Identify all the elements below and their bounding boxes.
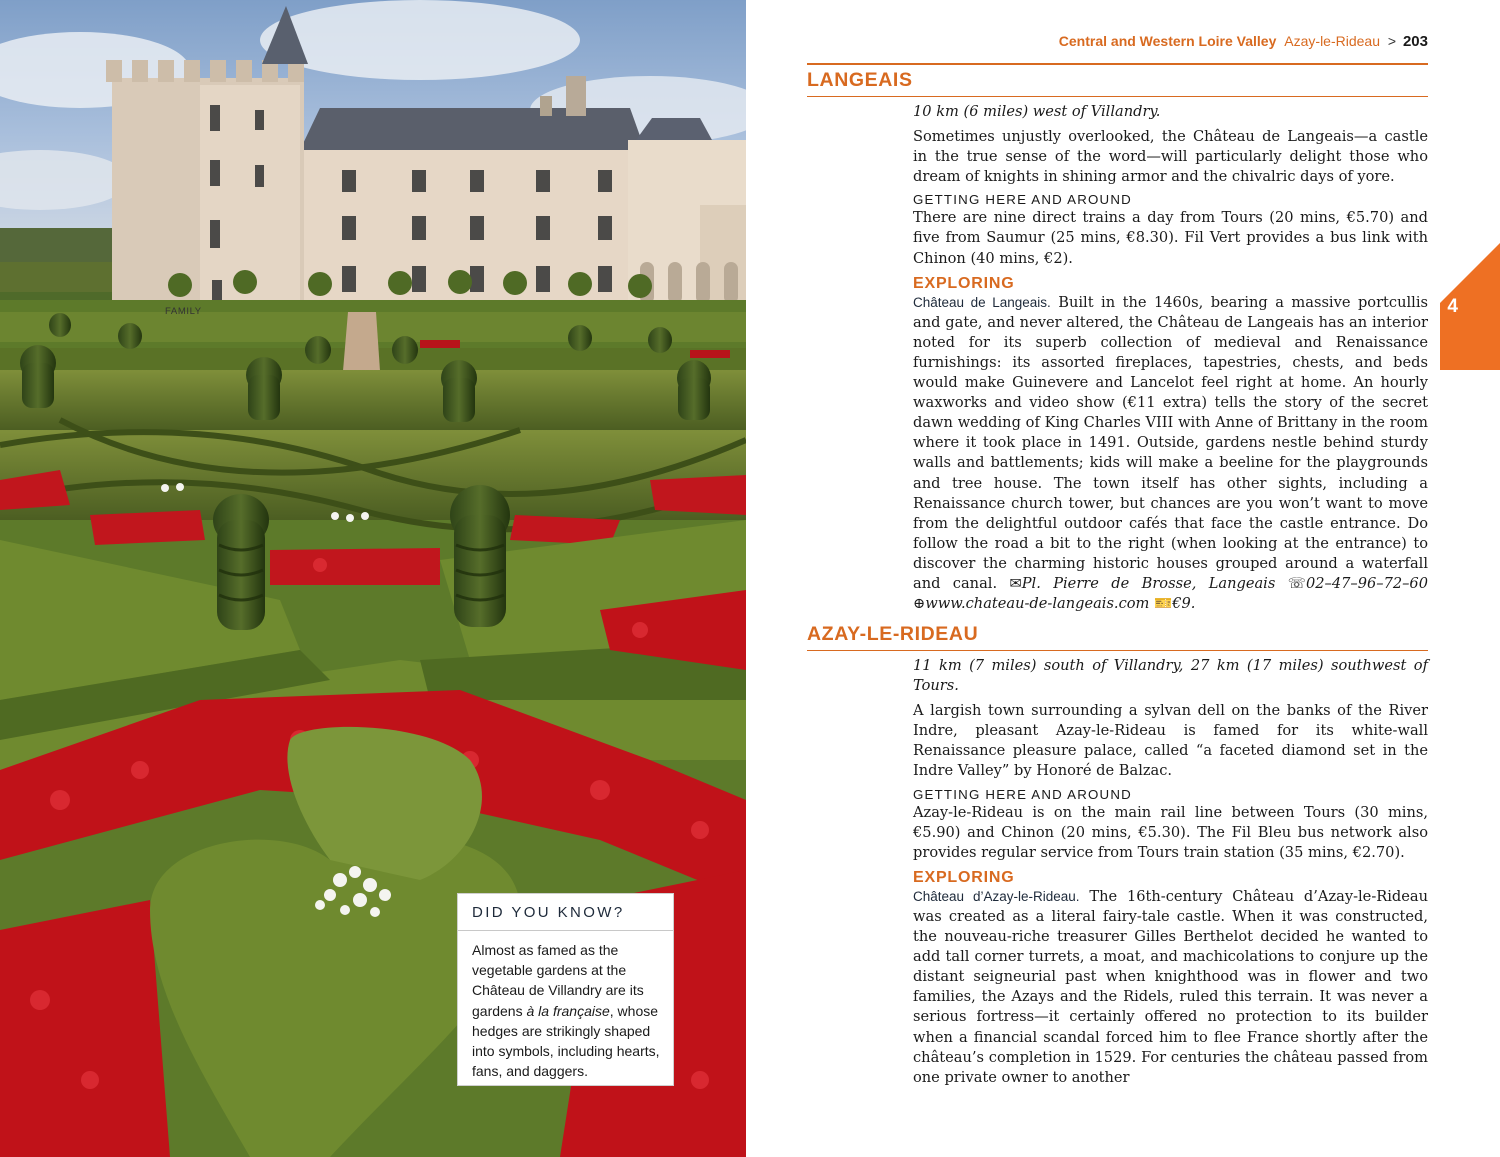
langeais-exploring-heading: EXPLORING <box>913 274 1015 292</box>
langeais-venue-text: Built in the 1460s, bearing a massive portcullis and gate, and never altered, the Château de Langeais has an interior noted for its superb collection of medieval and Renaissance furnishings: its assorted fireplaces, tapestries, chests, and beds would make Guinevere and Lancelot feel right at home. An hourly waxworks and video show (€11 extra) tells the story of the secret dawn wedding of King Charles VIII with Anne of Brittany in the room where it took place in 1491. Outside, gardens nestle behind sturdy walls and battlements; kids will make a beeline for the playgrounds and tree house. The town itself has other sights, including a Renaissance church tower, but chances are you won’t want to move from the delightful outdoor cafés that face the castle entrance. Do follow the road a bit to the right (when looking at the entrance) to discover the charming historic houses grouped around a waterfall and canal. <box>913 293 1428 592</box>
web-icon: ⊕ <box>913 595 926 613</box>
azay-getting-here-heading: GETTING HERE AND AROUND <box>913 786 1132 802</box>
langeais-body <box>913 102 1428 614</box>
garden-photograph <box>0 0 746 1157</box>
dyk-text-after: , whose hedges are strikingly shaped into symbols, including hearts, fans, and daggers. <box>472 1002 660 1080</box>
langeais-address: Pl. Pierre de Brosse, Langeais <box>1021 574 1276 592</box>
ticket-icon: 🎫 <box>1154 595 1173 613</box>
section-title-azay: AZAY-LE-RIDEAU <box>807 623 979 645</box>
azay-body <box>913 656 1428 1088</box>
azay-venue-text: The 16th-century Château d’Azay-le-Rideau was created as a literal fairy-tale castle. When it was constructed, the nouveau-riche treasurer Gilles Berthelot decided he wanted to add tall corner turrets, a moat, and machicolations to conjure up the distant seigneurial past when knighthood was in flower and two families, the Azays and the Ridels, ruled this terrain. It was never a serious fortress—it certainly offered no protection to its builder when a financial scandal forced him to flee France shortly after the château’s completion in 1529. For centuries the château passed from one private owner to another <box>913 887 1428 1086</box>
dyk-text-italic: à la française <box>526 1002 610 1019</box>
phone-icon: ☏ <box>1287 574 1306 592</box>
azay-venue-name: Château d’Azay-le-Rideau. <box>913 888 1080 904</box>
azay-exploring-heading: EXPLORING <box>913 868 1015 886</box>
chapter-number: 4 <box>1447 296 1458 317</box>
dyk-text-before: Almost as famed as the vegetable gardens at the Château de Villandry are its gardens <box>472 942 644 1019</box>
azay-description: A largish town surrounding a sylvan dell on the banks of the River Indre, pleasant Azay-le-Rideau is famed for its white-wall Renaissance pleasure palace, called “a faceted diamond set in the Indre Valley” by Honoré de Balzac. <box>913 702 1428 780</box>
langeais-phone: 02–47–96–72–60 <box>1305 574 1429 592</box>
did-you-know-title: DID YOU KNOW? <box>458 894 673 931</box>
page-number: 203 <box>1402 33 1428 50</box>
section-title-langeais: LANGEAIS <box>807 69 913 91</box>
langeais-website[interactable]: www.chateau-de-langeais.com <box>925 595 1150 613</box>
text-page <box>746 0 1500 1157</box>
langeais-getting-here-heading: GETTING HERE AND AROUND <box>913 192 1132 208</box>
azay-intro: 11 km (7 miles) south of Villandry, 27 km (17 miles) southwest of Tours. <box>913 657 1428 695</box>
langeais-price: €9. <box>1172 595 1196 613</box>
running-head <box>1059 33 1428 50</box>
running-head-section: Central and Western Loire Valley <box>1058 33 1277 49</box>
section-rule-azay <box>807 650 1428 651</box>
langeais-getting-here-text: There are nine direct trains a day from Tours (20 mins, €5.70) and five from Saumur (25 mins, €8.30). Fil Vert provides a bus link with Chinon (40 mins, €2). <box>913 209 1428 267</box>
langeais-venue-name: Château de Langeais. <box>913 294 1051 310</box>
running-head-arrow: > <box>1387 33 1397 49</box>
header-rule <box>807 63 1428 65</box>
address-icon: ✉ <box>1009 574 1022 592</box>
did-you-know-box <box>457 893 674 1086</box>
family-label: FAMILY <box>165 306 202 317</box>
running-head-subsection: Azay-le-Rideau <box>1284 33 1380 49</box>
azay-venue-paragraph <box>913 887 1428 1088</box>
langeais-venue-paragraph <box>913 293 1428 615</box>
did-you-know-text <box>458 931 673 1081</box>
langeais-description: Sometimes unjustly overlooked, the Château de Langeais—a castle in the true sense of the word—will particularly delight those who dream of knights in shining armor and the chivalric days of yore. <box>913 128 1428 186</box>
section-rule-langeais <box>807 96 1428 97</box>
azay-getting-here-text: Azay-le-Rideau is on the main rail line between Tours (30 mins, €5.90) and Chinon (20 mins, €5.30). The Fil Bleu bus network also provides regular service from Tours train station (35 mins, €2.70). <box>913 803 1428 861</box>
langeais-intro: 10 km (6 miles) west of Villandry. <box>913 103 1161 120</box>
